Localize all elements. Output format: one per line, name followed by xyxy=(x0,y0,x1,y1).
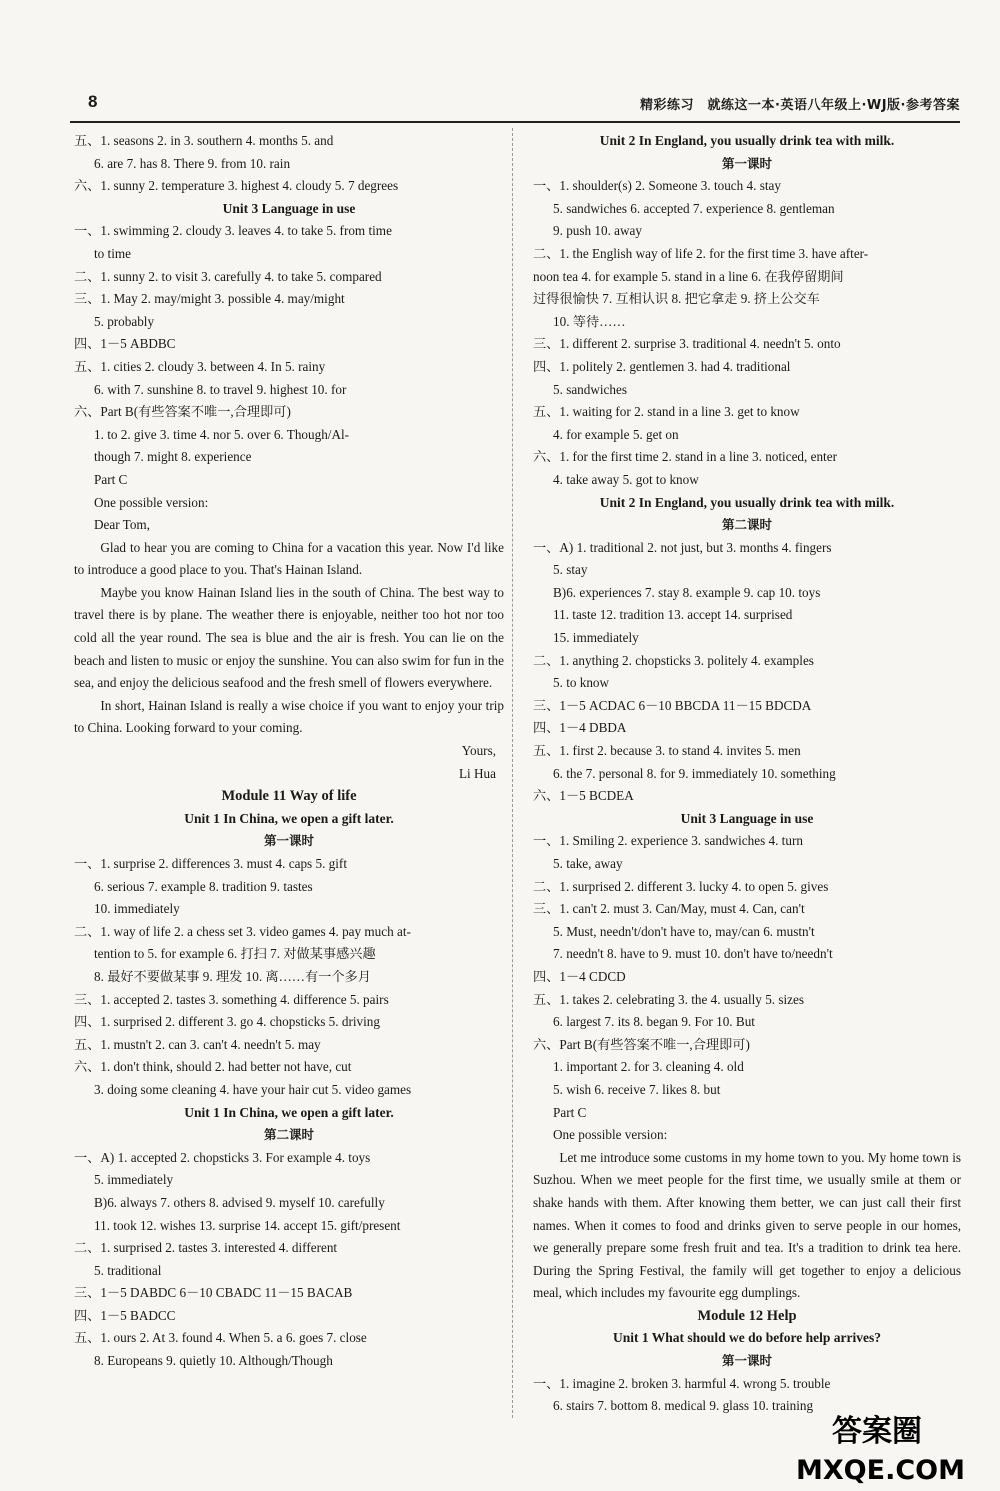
signature-line: Li Hua xyxy=(459,765,496,781)
answer-line: 6. serious 7. example 8. tradition 9. tastes xyxy=(94,878,313,894)
answer-line: One possible version: xyxy=(94,494,209,510)
lesson-heading: 第一课时 xyxy=(721,155,772,171)
answer-line: 二、1. the English way of life 2. for the first time 3. have after- xyxy=(533,245,869,261)
answer-line: 6. stairs 7. bottom 8. medical 9. glass 10. training xyxy=(553,1398,814,1414)
answer-line: 一、1. Smiling 2. experience 3. sandwiches 4. turn xyxy=(533,833,803,849)
answer-line: 六、Part B(有些答案不唯一,合理即可) xyxy=(533,1036,750,1052)
answer-line: B)6. experiences 7. stay 8. example 9. cap 10. toys xyxy=(553,584,821,600)
module-heading: Module 11 Way of life xyxy=(221,788,357,805)
answer-line: 7. needn't 8. have to 9. must 10. don't have to/needn't xyxy=(553,946,833,962)
answer-line: 一、1. shoulder(s) 2. Someone 3. touch 4. stay xyxy=(533,178,781,194)
answer-line: Dear Tom, xyxy=(94,517,150,533)
watermark-url: MXQE.COM xyxy=(796,1455,965,1485)
lesson-heading: 第二课时 xyxy=(721,517,772,533)
unit-heading: Unit 1 In China, we open a gift later. xyxy=(184,1104,394,1120)
essay-paragraph: Maybe you know Hainan Island lies in the south of China. The best way to travel there is by plane. The weather there is enjoyable, neither too hot nor too cold all the year round. The sea is blue and the air is fresh. You can lie on the beach and listen to music or enjoy the sunshine. You can also swim for fun in the sea, and enjoy the delicious seafood and the fresh smell of flowers everywhere. xyxy=(74,584,504,691)
answer-line: 四、1. surprised 2. different 3. go 4. chopsticks 5. driving xyxy=(74,1014,380,1030)
unit-heading: Unit 2 In England, you usually drink tea with milk. xyxy=(599,133,895,148)
answer-line: 三、1. May 2. may/might 3. possible 4. may/might xyxy=(74,291,345,307)
answer-line: 一、1. swimming 2. cloudy 3. leaves 4. to take 5. from time xyxy=(74,223,392,239)
answer-line: 三、1－5 ACDAC 6－10 BBCDA 11－15 BDCDA xyxy=(533,697,812,713)
answer-line: 5. stay xyxy=(553,562,588,578)
answer-line: 四、1－5 ABDBC xyxy=(74,336,176,352)
unit-heading: Unit 1 What should we do before help arrives? xyxy=(612,1330,882,1346)
unit-heading: Unit 3 Language in use xyxy=(680,810,814,826)
answer-line: B)6. always 7. others 8. advised 9. myself 10. carefully xyxy=(94,1194,385,1210)
column-divider xyxy=(512,128,513,1418)
answer-line: 6. are 7. has 8. There 9. from 10. rain xyxy=(94,155,291,171)
answer-line: 一、1. surprise 2. differences 3. must 4. caps 5. gift xyxy=(74,856,347,871)
header-rule xyxy=(70,121,960,123)
answer-line: 4. take away 5. got to know xyxy=(553,471,699,487)
left-column xyxy=(74,130,504,1373)
answer-line: 五、1. ours 2. At 3. found 4. When 5. a 6. goes 7. close xyxy=(74,1330,367,1346)
answer-line: 三、1. accepted 2. tastes 3. something 4. difference 5. pairs xyxy=(74,991,389,1007)
answer-line: though 7. might 8. experience xyxy=(94,449,252,465)
answer-line: 5. wish 6. receive 7. likes 8. but xyxy=(553,1081,721,1097)
answer-line: 三、1－5 DABDC 6－10 CBADC 11－15 BACAB xyxy=(74,1285,353,1301)
answer-line: 二、1. way of life 2. a chess set 3. video games 4. pay much at- xyxy=(74,923,411,939)
answer-line: 6. with 7. sunshine 8. to travel 9. highest 10. for xyxy=(94,381,347,397)
answer-line: 6. the 7. personal 8. for 9. immediately 10. something xyxy=(553,765,836,781)
header-title: 精彩练习 就练这一本·英语八年级上·WJ版·参考答案 xyxy=(640,98,960,113)
answer-line: 10. 等待…… xyxy=(553,313,626,329)
answer-line: tention to 5. for example 6. 打扫 7. 对做某事感兴趣 xyxy=(94,946,376,962)
answer-line: 二、1. sunny 2. to visit 3. carefully 4. to take 5. compared xyxy=(74,268,382,284)
lesson-heading: 第二课时 xyxy=(263,1127,314,1143)
answer-line: 10. immediately xyxy=(94,901,180,917)
signature-line: Yours, xyxy=(461,743,496,759)
answer-line: Part C xyxy=(553,1104,587,1120)
answer-line: 二、1. surprised 2. different 3. lucky 4. to open 5. gives xyxy=(533,878,829,894)
answer-line: 五、1. waiting for 2. stand in a line 3. get to know xyxy=(533,404,800,420)
answer-line: 5. probably xyxy=(94,313,155,329)
answer-line: 过得很愉快 7. 互相认识 8. 把它拿走 9. 挤上公交车 xyxy=(533,291,820,307)
answer-line: 六、1. don't think, should 2. had better not have, cut xyxy=(74,1059,352,1075)
answer-line: 5. sandwiches xyxy=(553,381,627,397)
answer-line: 6. largest 7. its 8. began 9. For 10. But xyxy=(553,1014,755,1030)
watermark-logo-text: 答案圈 xyxy=(832,1414,922,1449)
answer-line: 六、1－5 BCDEA xyxy=(533,788,634,804)
answer-line: 四、1. politely 2. gentlemen 3. had 4. traditional xyxy=(533,358,791,374)
answer-line: 六、Part B(有些答案不唯一,合理即可) xyxy=(74,404,291,420)
answer-line: to time xyxy=(94,245,131,261)
answer-line: 11. taste 12. tradition 13. accept 14. surprised xyxy=(553,607,793,623)
answer-line: 三、1. different 2. surprise 3. traditional 4. needn't 5. onto xyxy=(533,336,841,352)
answer-line: 二、1. anything 2. chopsticks 3. politely 4. examples xyxy=(533,652,814,668)
essay-paragraph: Let me introduce some customs in my home town to you. My home town is Suzhou. When we meet people for the first time, we usually smile at them or shake hands with them. After knowing them better, we can just call their first names. When it comes to food and drinks given to serve people in our homes, we generally prepare some fresh fruit and tea. It's a tradition to drink tea here. During the Spring Festival, the family will get together to enjoy a delicious meal, which includes my favourite egg dumplings. xyxy=(533,1149,961,1301)
module-heading: Module 12 Help xyxy=(697,1307,797,1324)
answer-line: 5. sandwiches 6. accepted 7. experience 8. gentleman xyxy=(553,200,835,216)
answer-line: 5. to know xyxy=(553,675,610,691)
answer-line: 15. immediately xyxy=(553,630,639,646)
answer-line: 三、1. can't 2. must 3. Can/May, must 4. Can, can't xyxy=(533,901,805,917)
answer-line: 1. to 2. give 3. time 4. nor 5. over 6. Though/Al- xyxy=(94,426,350,442)
unit-heading: Unit 1 In China, we open a gift later. xyxy=(184,810,394,826)
answer-line: 9. push 10. away xyxy=(553,223,643,239)
answer-line: 一、1. imagine 2. broken 3. harmful 4. wrong 5. trouble xyxy=(533,1375,831,1391)
page-header xyxy=(70,92,960,118)
right-column xyxy=(533,130,961,1418)
answer-line: 四、1－4 CDCD xyxy=(533,968,626,984)
answer-line: 11. took 12. wishes 13. surprise 14. accept 15. gift/present xyxy=(94,1217,401,1233)
answer-line: 5. traditional xyxy=(94,1262,162,1278)
unit-heading: Unit 3 Language in use xyxy=(222,200,356,216)
answer-line: 5. Must, needn't/don't have to, may/can 6. mustn't xyxy=(553,923,815,939)
essay-paragraph: In short, Hainan Island is really a wise choice if you want to enjoy your trip to China. Looking forward to your coming. xyxy=(74,697,504,736)
page-number: 8 xyxy=(88,92,98,111)
answer-line: 五、1. takes 2. celebrating 3. the 4. usually 5. sizes xyxy=(533,991,805,1007)
answer-line: 8. 最好不要做某事 9. 理发 10. 离……有一个多月 xyxy=(94,968,371,984)
answer-line: 五、1. seasons 2. in 3. southern 4. months 5. and xyxy=(74,133,334,148)
answer-line: 4. for example 5. get on xyxy=(553,426,679,442)
answer-line: 二、1. surprised 2. tastes 3. interested 4. different xyxy=(74,1240,338,1256)
answer-line: 一、A) 1. traditional 2. not just, but 3. months 4. fingers xyxy=(533,539,832,555)
answer-line: 五、1. first 2. because 3. to stand 4. invites 5. men xyxy=(533,743,801,759)
answer-line: 四、1－4 DBDA xyxy=(533,720,627,736)
answer-line: 8. Europeans 9. quietly 10. Although/Though xyxy=(94,1353,333,1369)
answer-line: 六、1. for the first time 2. stand in a line 3. noticed, enter xyxy=(533,449,837,465)
answer-line: 3. doing some cleaning 4. have your hair cut 5. video games xyxy=(94,1081,412,1097)
answer-line: 五、1. cities 2. cloudy 3. between 4. In 5. rainy xyxy=(74,358,326,374)
answer-line: One possible version: xyxy=(553,1127,668,1143)
essay-paragraph: Glad to hear you are coming to China for a vacation this year. Now I'd like to introduce a good place to you. That's Hainan Island. xyxy=(74,539,504,578)
watermark-logo xyxy=(792,1401,974,1485)
answer-line: 六、1. sunny 2. temperature 3. highest 4. cloudy 5. 7 degrees xyxy=(74,178,399,194)
answer-line: noon tea 4. for example 5. stand in a line 6. 在我停留期间 xyxy=(533,268,844,284)
answer-line: 一、A) 1. accepted 2. chopsticks 3. For example 4. toys xyxy=(74,1149,371,1165)
answer-line: 五、1. mustn't 2. can 3. can't 4. needn't 5. may xyxy=(74,1036,321,1052)
unit-heading: Unit 2 In England, you usually drink tea with milk. xyxy=(599,494,895,510)
answer-line: Part C xyxy=(94,471,128,487)
answer-line: 四、1－5 BADCC xyxy=(74,1307,176,1323)
lesson-heading: 第一课时 xyxy=(263,833,314,849)
answer-line: 1. important 2. for 3. cleaning 4. old xyxy=(553,1059,744,1075)
answer-line: 5. take, away xyxy=(553,856,623,871)
lesson-heading: 第一课时 xyxy=(721,1353,772,1369)
answer-line: 5. immediately xyxy=(94,1172,174,1188)
